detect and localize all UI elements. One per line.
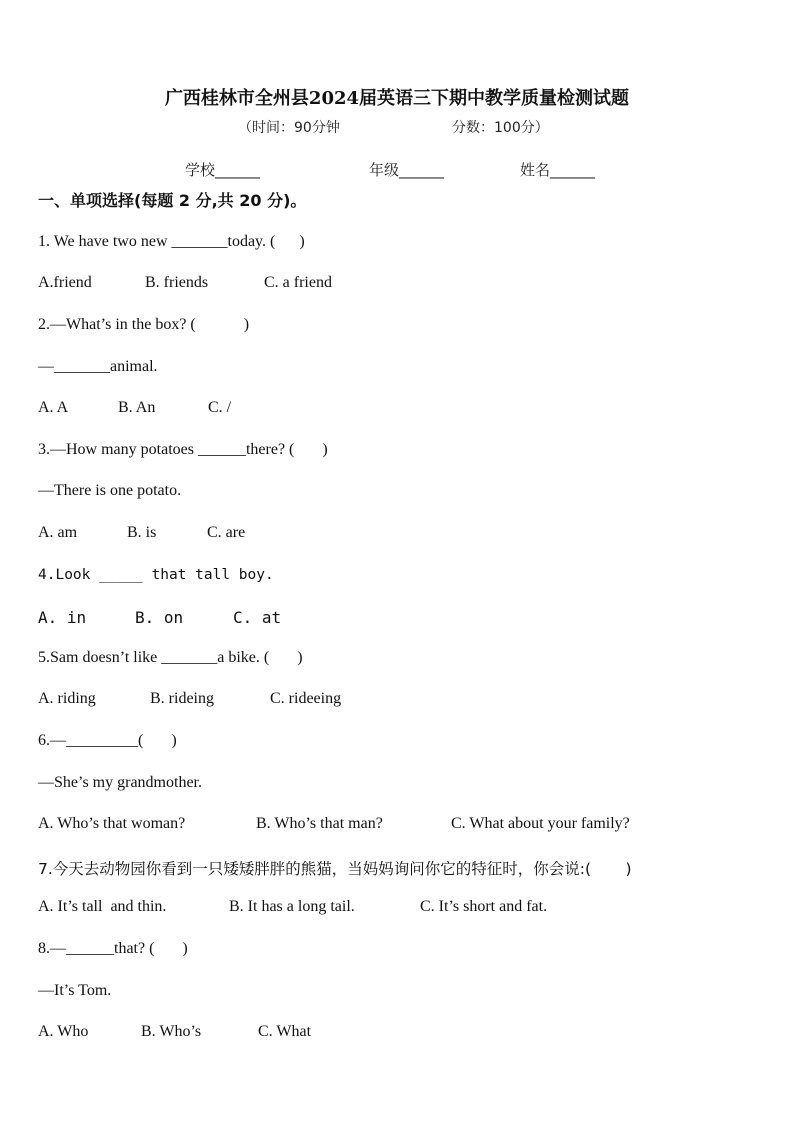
question-1-option-b: B. friends <box>145 274 209 291</box>
school-field: 学校______ <box>185 161 261 179</box>
question-5-option-a: A. riding <box>38 690 96 707</box>
question-2-answer-line: —_______animal. <box>38 358 158 375</box>
question-7-option-c: C. It’s short and fat. <box>420 898 548 915</box>
question-6-option-a: A. Who’s that woman? <box>38 815 186 832</box>
question-6-stem: 6.—_________( ) <box>38 732 177 749</box>
exam-score: 分数：100分） <box>452 120 549 136</box>
question-2-option-c: C. / <box>208 399 232 416</box>
question-2-stem: 2.—What’s in the box? ( ) <box>38 316 250 333</box>
question-8-option-c: C. What <box>258 1023 312 1040</box>
question-4-stem: 4.Look _____ that tall boy. <box>38 567 274 583</box>
question-4-option-a: A. in <box>38 608 87 627</box>
question-7-option-a: A. It’s tall and thin. <box>38 898 167 915</box>
question-5-stem: 5.Sam doesn’t like _______a bike. ( ) <box>38 649 303 666</box>
exam-time: （时间：90分钟 <box>238 120 340 136</box>
question-6-answer-line: —She’s my grandmother. <box>38 774 202 791</box>
question-8-stem: 8.—______that? ( ) <box>38 940 188 957</box>
question-8-option-a: A. Who <box>38 1023 89 1040</box>
question-7-option-b: B. It has a long tail. <box>229 898 355 915</box>
question-1-option-a: A.friend <box>38 274 92 291</box>
question-6-option-c: C. What about your family? <box>451 815 630 832</box>
question-5-option-b: B. rideing <box>150 690 214 707</box>
question-2-option-b: B. An <box>118 399 156 416</box>
question-8-answer-line: —It’s Tom. <box>38 982 112 999</box>
question-5-option-c: C. rideeing <box>270 690 342 707</box>
question-3-option-b: B. is <box>127 524 157 541</box>
question-3-option-c: C. are <box>207 524 246 541</box>
question-4-option-b: B. on <box>135 608 184 627</box>
section-heading: 一、单项选择(每题 2 分,共 20 分)。 <box>38 191 307 210</box>
page-title: 广西桂林市全州县2024届英语三下期中教学质量检测试题 <box>164 88 630 109</box>
question-2-option-a: A. A <box>38 399 69 416</box>
question-1-option-c: C. a friend <box>264 274 332 291</box>
question-3-option-a: A. am <box>38 524 78 541</box>
question-3-stem: 3.—How many potatoes ______there? ( ) <box>38 441 328 458</box>
question-6-option-b: B. Who’s that man? <box>256 815 383 832</box>
question-4-option-c: C. at <box>233 608 282 627</box>
question-7-stem: 7.今天去动物园你看到一只矮矮胖胖的熊猫，当妈妈询问你它的特征时，你会说:( ) <box>38 860 632 878</box>
name-field: 姓名______ <box>520 161 596 179</box>
question-1-stem: 1. We have two new _______today. ( ) <box>38 233 305 250</box>
question-3-answer-line: —There is one potato. <box>38 482 182 499</box>
grade-field: 年级______ <box>369 161 445 179</box>
question-8-option-b: B. Who’s <box>141 1023 202 1040</box>
